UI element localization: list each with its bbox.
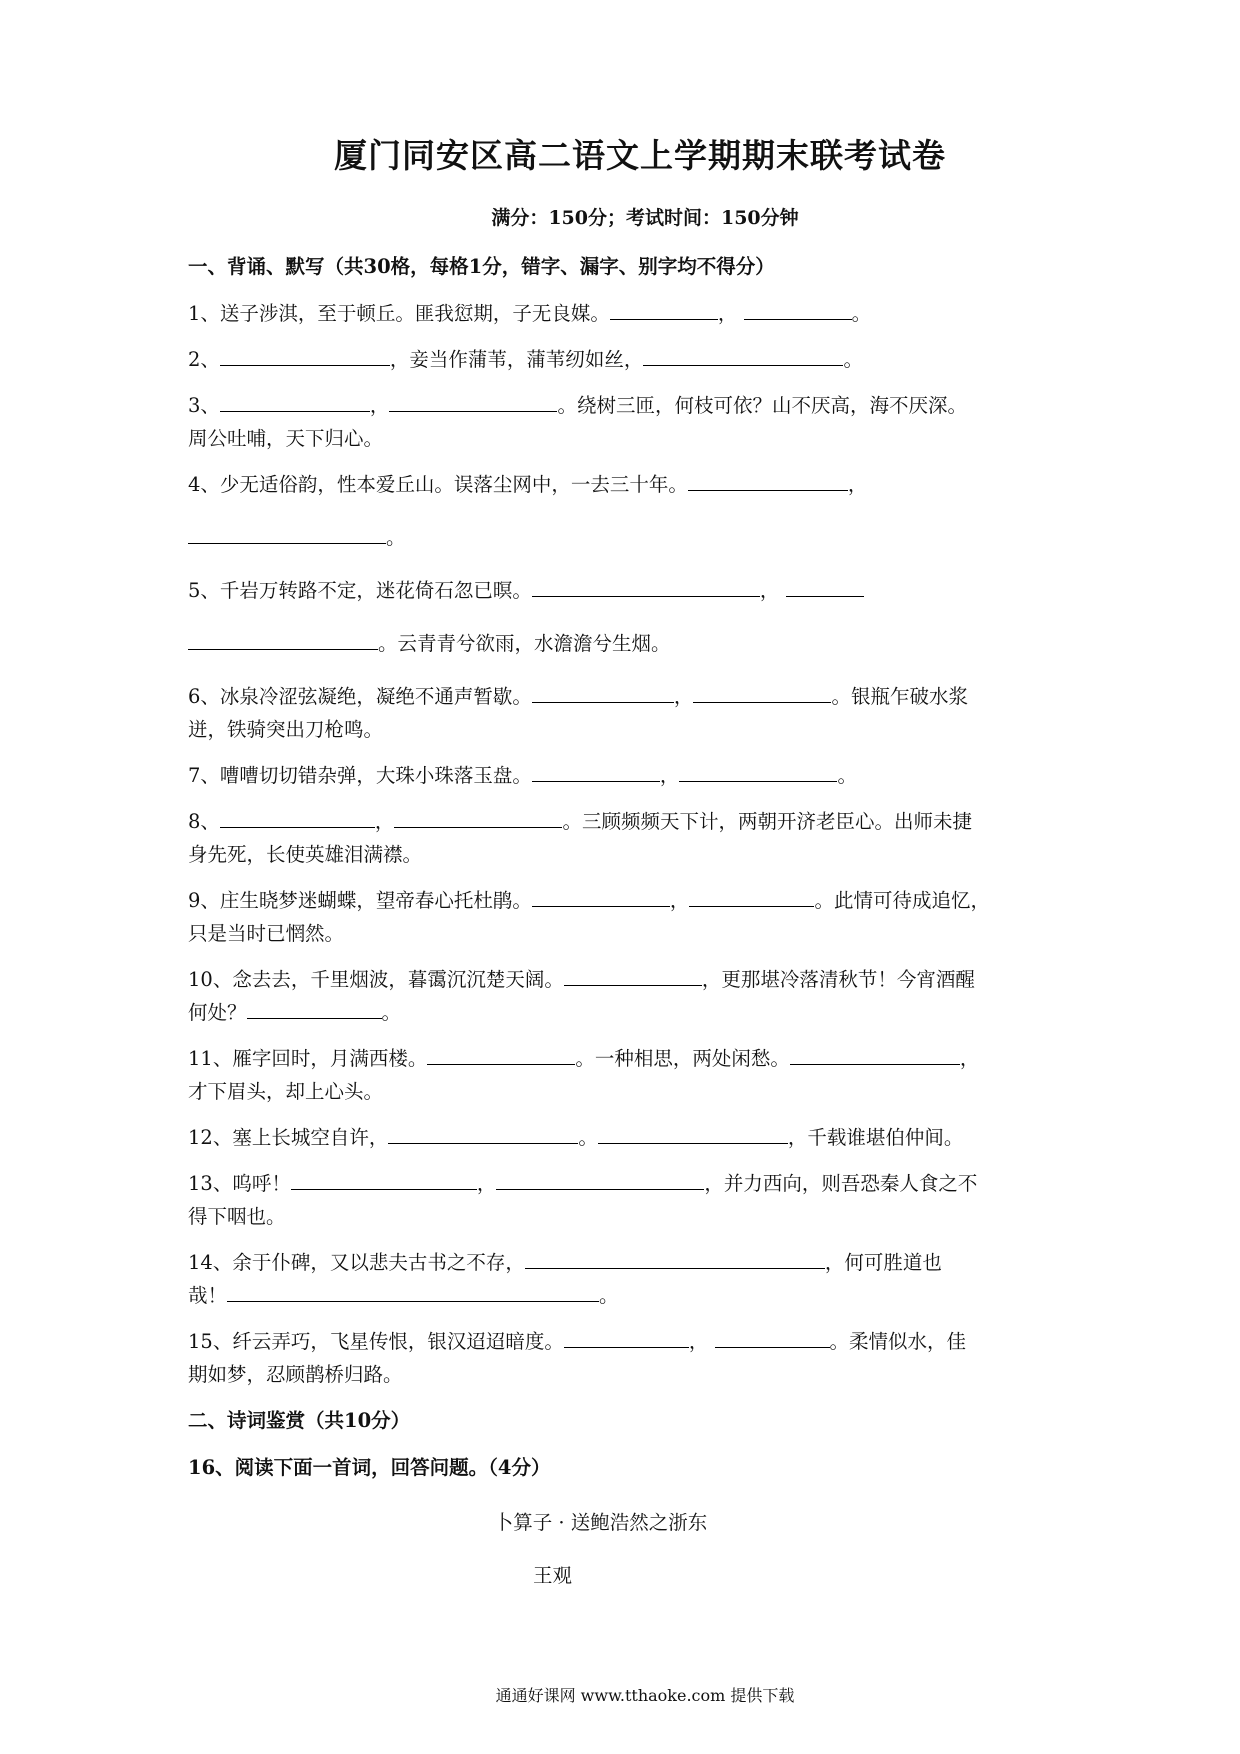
answer-blank[interactable] (790, 1042, 960, 1065)
question-12: 12、塞上长城空自许， 。 ，千载谁堪伯仲间。 (188, 1121, 1058, 1154)
question-5: 5、千岩万转路不定，迷花倚石忽已暝。 ， 。云青青兮欲雨，水澹澹兮生烟。 (188, 574, 1058, 660)
answer-blank[interactable] (532, 884, 670, 907)
answer-blank[interactable] (643, 343, 843, 366)
answer-blank[interactable] (496, 1167, 704, 1190)
answer-blank[interactable] (291, 1167, 477, 1190)
question-16: 16、阅读下面一首词，回答问题。（4分） (188, 1456, 551, 1479)
question-4: 4、少无适俗韵，性本爱丘山。误落尘网中，一去三十年。 ， 。 (188, 468, 1058, 554)
section-heading-1: 一、背诵、默写（共30格，每格1分，错字、漏字、别字均不得分） (188, 255, 775, 278)
footer-note: 通通好课网 www.tthaoke.com 提供下载 (495, 1686, 795, 1705)
poem-title: 卜算子 · 送鲍浩然之浙东 (493, 1511, 708, 1534)
answer-blank[interactable] (744, 297, 852, 320)
question-15: 15、纤云弄巧，飞星传恨，银汉迢迢暗度。 ， 。柔情似水，佳 期如梦，忍顾鹊桥归路。 (188, 1325, 1058, 1391)
answer-blank[interactable] (532, 574, 760, 597)
answer-blank[interactable] (220, 805, 375, 828)
question-11: 11、雁字回时，月满西楼。 。一种相思，两处闲愁。 ， 才下眉头，却上心头。 (188, 1042, 1058, 1108)
answer-blank[interactable] (427, 1042, 575, 1065)
answer-blank[interactable] (227, 1279, 599, 1302)
answer-blank[interactable] (220, 343, 390, 366)
question-10: 10、念去去，千里烟波，暮霭沉沉楚天阔。 ，更那堪冷落清秋节！今宵酒醒 何处？ 。 (188, 963, 1058, 1029)
answer-blank[interactable] (786, 574, 864, 597)
exam-content (188, 250, 1058, 1592)
answer-blank[interactable] (388, 1121, 578, 1144)
exam-info: 满分：150分；考试时间：150分钟 (491, 207, 799, 229)
answer-blank[interactable] (715, 1325, 830, 1348)
answer-blank[interactable] (220, 389, 370, 412)
answer-blank[interactable] (188, 627, 378, 650)
answer-blank[interactable] (610, 297, 718, 320)
answer-blank[interactable] (564, 963, 702, 986)
question-9: 9、庄生晓梦迷蝴蝶，望帝春心托杜鹃。 ， 。此情可待成追忆， 只是当时已惘然。 (188, 884, 1058, 950)
question-6: 6、冰泉冷涩弦凝绝，凝绝不通声暂歇。 ， 。银瓶乍破水浆 迸，铁骑突出刀枪鸣。 (188, 680, 1058, 746)
answer-blank[interactable] (247, 996, 382, 1019)
answer-blank[interactable] (525, 1246, 825, 1269)
question-7: 7、嘈嘈切切错杂弹，大珠小珠落玉盘。 ， 。 (188, 759, 1058, 792)
question-13: 13、呜呼！ ， ，并力西向，则吾恐秦人食之不 得下咽也。 (188, 1167, 1058, 1233)
question-2: 2、 ，妾当作蒲苇，蒲苇纫如丝， 。 (188, 343, 1058, 376)
answer-blank[interactable] (394, 805, 562, 828)
section-heading-2: 二、诗词鉴赏（共10分） (188, 1409, 411, 1432)
answer-blank[interactable] (188, 521, 386, 544)
answer-blank[interactable] (688, 468, 848, 491)
answer-blank[interactable] (679, 759, 837, 782)
answer-blank[interactable] (598, 1121, 788, 1144)
answer-blank[interactable] (689, 884, 814, 907)
page-title: 厦门同安区高二语文上学期期末联考试卷 (334, 136, 946, 175)
question-14: 14、余于仆碑，又以悲夫古书之不存， ，何可胜道也 哉！ 。 (188, 1246, 1058, 1312)
question-1: 1、送子涉淇，至于顿丘。匪我愆期，子无良媒。 ， 。 (188, 297, 1058, 330)
answer-blank[interactable] (564, 1325, 689, 1348)
question-3: 3、 ， 。绕树三匝，何枝可依？山不厌高，海不厌深。 周公吐哺，天下归心。 (188, 389, 1058, 455)
answer-blank[interactable] (693, 680, 831, 703)
answer-blank[interactable] (532, 680, 674, 703)
answer-blank[interactable] (389, 389, 557, 412)
poem-author: 王观 (533, 1564, 573, 1587)
question-8: 8、 ， 。三顾频频天下计，两朝开济老臣心。出师未捷 身先死，长使英雄泪满襟。 (188, 805, 1058, 871)
answer-blank[interactable] (532, 759, 660, 782)
